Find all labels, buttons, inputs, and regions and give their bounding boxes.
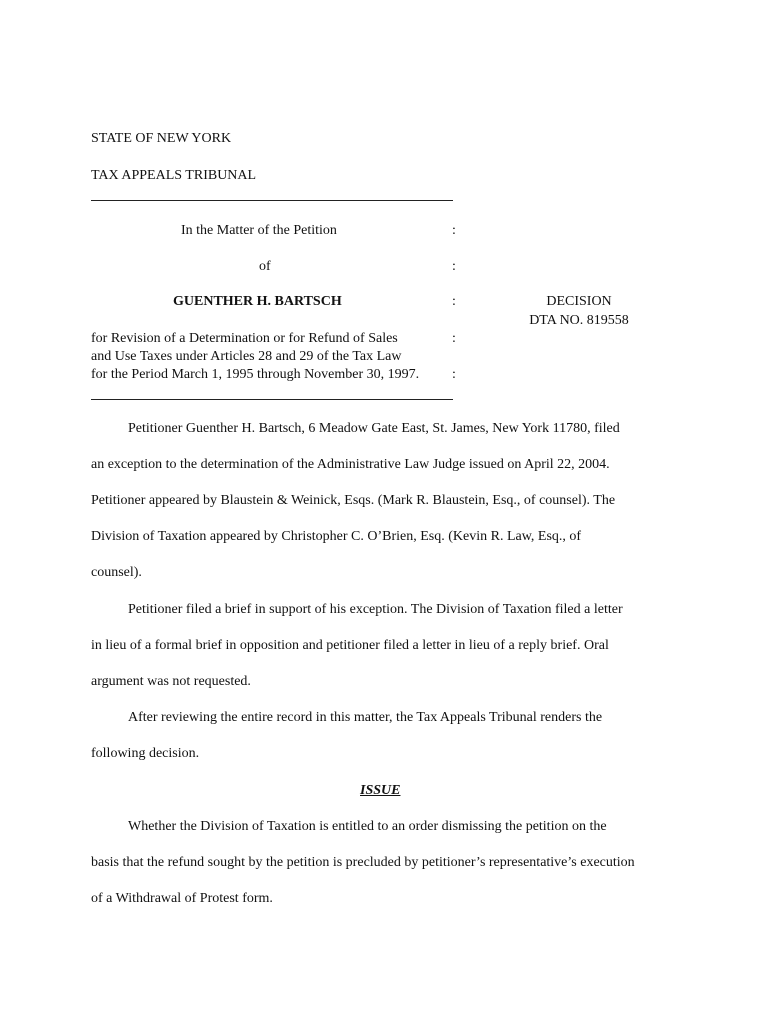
decision-number: DTA NO. 819558 xyxy=(529,313,629,328)
caption-top-rule xyxy=(91,200,453,201)
paragraph-line: Petitioner Guenther H. Bartsch, 6 Meadow Gate East, St. James, New York 11780, filed xyxy=(128,421,620,436)
paragraph-line: Petitioner appeared by Blaustein & Weinick, Esqs. (Mark R. Blaustein, Esq., of counsel). The xyxy=(91,493,616,508)
paragraph-line: After reviewing the entire record in this matter, the Tax Appeals Tribunal renders the xyxy=(128,710,603,725)
paragraph-line: basis that the refund sought by the petition is precluded by petitioner’s representative’s execution xyxy=(91,855,635,870)
paragraph-line: counsel). xyxy=(91,565,142,580)
of-line: of xyxy=(259,259,271,274)
caption-colon: : xyxy=(452,259,456,274)
caption-bottom-rule xyxy=(91,399,453,400)
paragraph-line: following decision. xyxy=(91,746,200,761)
paragraph-line: Petitioner filed a brief in support of his exception. The Division of Taxation filed a letter xyxy=(128,602,623,617)
decision-label: DECISION xyxy=(546,294,612,309)
paragraph-line: Whether the Division of Taxation is entitled to an order dismissing the petition on the xyxy=(128,819,607,834)
tribunal-heading: TAX APPEALS TRIBUNAL xyxy=(91,168,257,183)
purpose-line: for Revision of a Determination or for Refund of Sales xyxy=(91,331,398,346)
state-heading: STATE OF NEW YORK xyxy=(91,131,232,146)
purpose-line: and Use Taxes under Articles 28 and 29 of the Tax Law xyxy=(91,349,402,364)
purpose-line: for the Period March 1, 1995 through November 30, 1997. xyxy=(91,367,420,382)
petitioner-name: GUENTHER H. BARTSCH xyxy=(173,294,342,309)
matter-line: In the Matter of the Petition xyxy=(181,223,337,238)
issue-heading: ISSUE xyxy=(360,783,401,798)
caption-colon: : xyxy=(452,223,456,238)
caption-colon: : xyxy=(452,294,456,309)
paragraph-line: Division of Taxation appeared by Christopher C. O’Brien, Esq. (Kevin R. Law, Esq., of xyxy=(91,529,582,544)
paragraph-line: argument was not requested. xyxy=(91,674,251,689)
caption-colon: : xyxy=(452,367,456,382)
paragraph-line: of a Withdrawal of Protest form. xyxy=(91,891,273,906)
paragraph-line: an exception to the determination of the Administrative Law Judge issued on April 22, 2004. xyxy=(91,457,610,472)
caption-colon: : xyxy=(452,331,456,346)
paragraph-line: in lieu of a formal brief in opposition and petitioner filed a letter in lieu of a reply brief. Oral xyxy=(91,638,609,653)
